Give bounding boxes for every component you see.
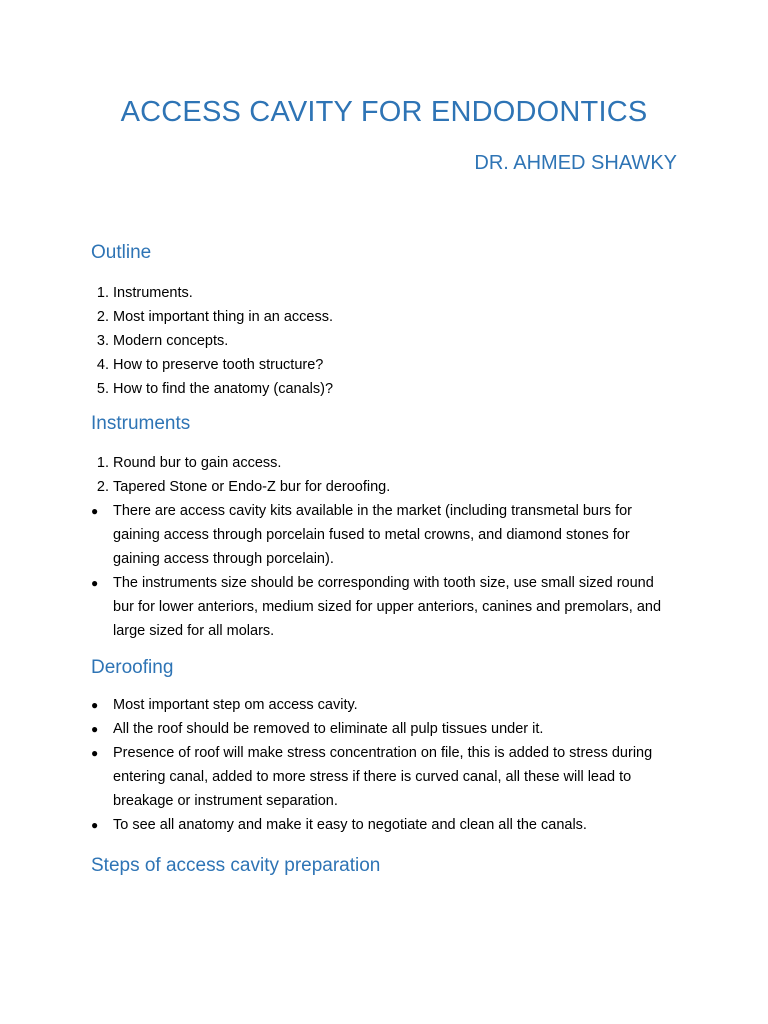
bullet-icon: ● (91, 746, 99, 760)
list-item (0, 499, 768, 571)
list-item (0, 353, 768, 377)
deroofing-bullet-list (0, 693, 768, 837)
document-author: DR. AHMED SHAWKY (474, 152, 677, 174)
heading-deroofing: Deroofing (91, 657, 174, 678)
document-title: ACCESS CAVITY FOR ENDODONTICS (120, 96, 648, 128)
list-number: 2. (96, 479, 109, 495)
list-item-text: To see all anatomy and make it easy to negotiate and clean all the canals. (113, 817, 587, 833)
list-item (0, 305, 768, 329)
list-item (0, 813, 768, 837)
list-number: 5. (96, 381, 109, 397)
list-number: 1. (96, 285, 109, 301)
outline-list (0, 281, 768, 401)
list-item-text: Modern concepts. (113, 333, 229, 349)
list-item (0, 475, 768, 499)
instruments-bullet-list (0, 499, 768, 643)
list-item (0, 741, 768, 813)
list-number: 1. (96, 455, 109, 471)
list-item-text: How to preserve tooth structure? (113, 357, 324, 373)
list-item-text: Round bur to gain access. (113, 455, 282, 471)
list-item (0, 693, 768, 717)
list-item (0, 571, 768, 643)
list-item-text: Tapered Stone or Endo-Z bur for deroofing. (113, 479, 391, 495)
list-item-text: Instruments. (113, 285, 193, 301)
list-number: 2. (96, 309, 109, 325)
list-item (0, 377, 768, 401)
heading-steps: Steps of access cavity preparation (91, 855, 381, 876)
list-item-text: Presence of roof will make stress concentration on file, this is added to stress during entering canal, added to more stress if there is curved canal, all these will lead to breakage or instrument separation. (113, 745, 653, 809)
list-item-text: The instruments size should be corresponding with tooth size, use small sized round bur for lower anteriors, medium sized for upper anteriors, canines and premolars, and large sized for all molars. (113, 575, 662, 639)
instruments-numbered-list (0, 451, 768, 499)
list-number: 4. (96, 357, 109, 373)
bullet-icon: ● (91, 818, 99, 832)
list-item (0, 281, 768, 305)
list-item (0, 451, 768, 475)
bullet-icon: ● (91, 722, 99, 736)
bullet-icon: ● (91, 576, 99, 590)
heading-instruments: Instruments (91, 413, 191, 434)
list-item-text: There are access cavity kits available in the market (including transmetal burs for gaining access through porcelain fused to metal crowns, and diamond stones for gaining access through porcelain). (113, 503, 632, 567)
list-item (0, 329, 768, 353)
bullet-icon: ● (91, 698, 99, 712)
list-item (0, 717, 768, 741)
list-number: 3. (96, 333, 109, 349)
heading-outline: Outline (91, 242, 152, 263)
list-item-text: Most important step om access cavity. (113, 697, 358, 713)
bullet-icon: ● (91, 504, 99, 518)
list-item-text: Most important thing in an access. (113, 309, 334, 325)
list-item-text: All the roof should be removed to eliminate all pulp tissues under it. (113, 721, 544, 737)
list-item-text: How to find the anatomy (canals)? (113, 381, 334, 397)
